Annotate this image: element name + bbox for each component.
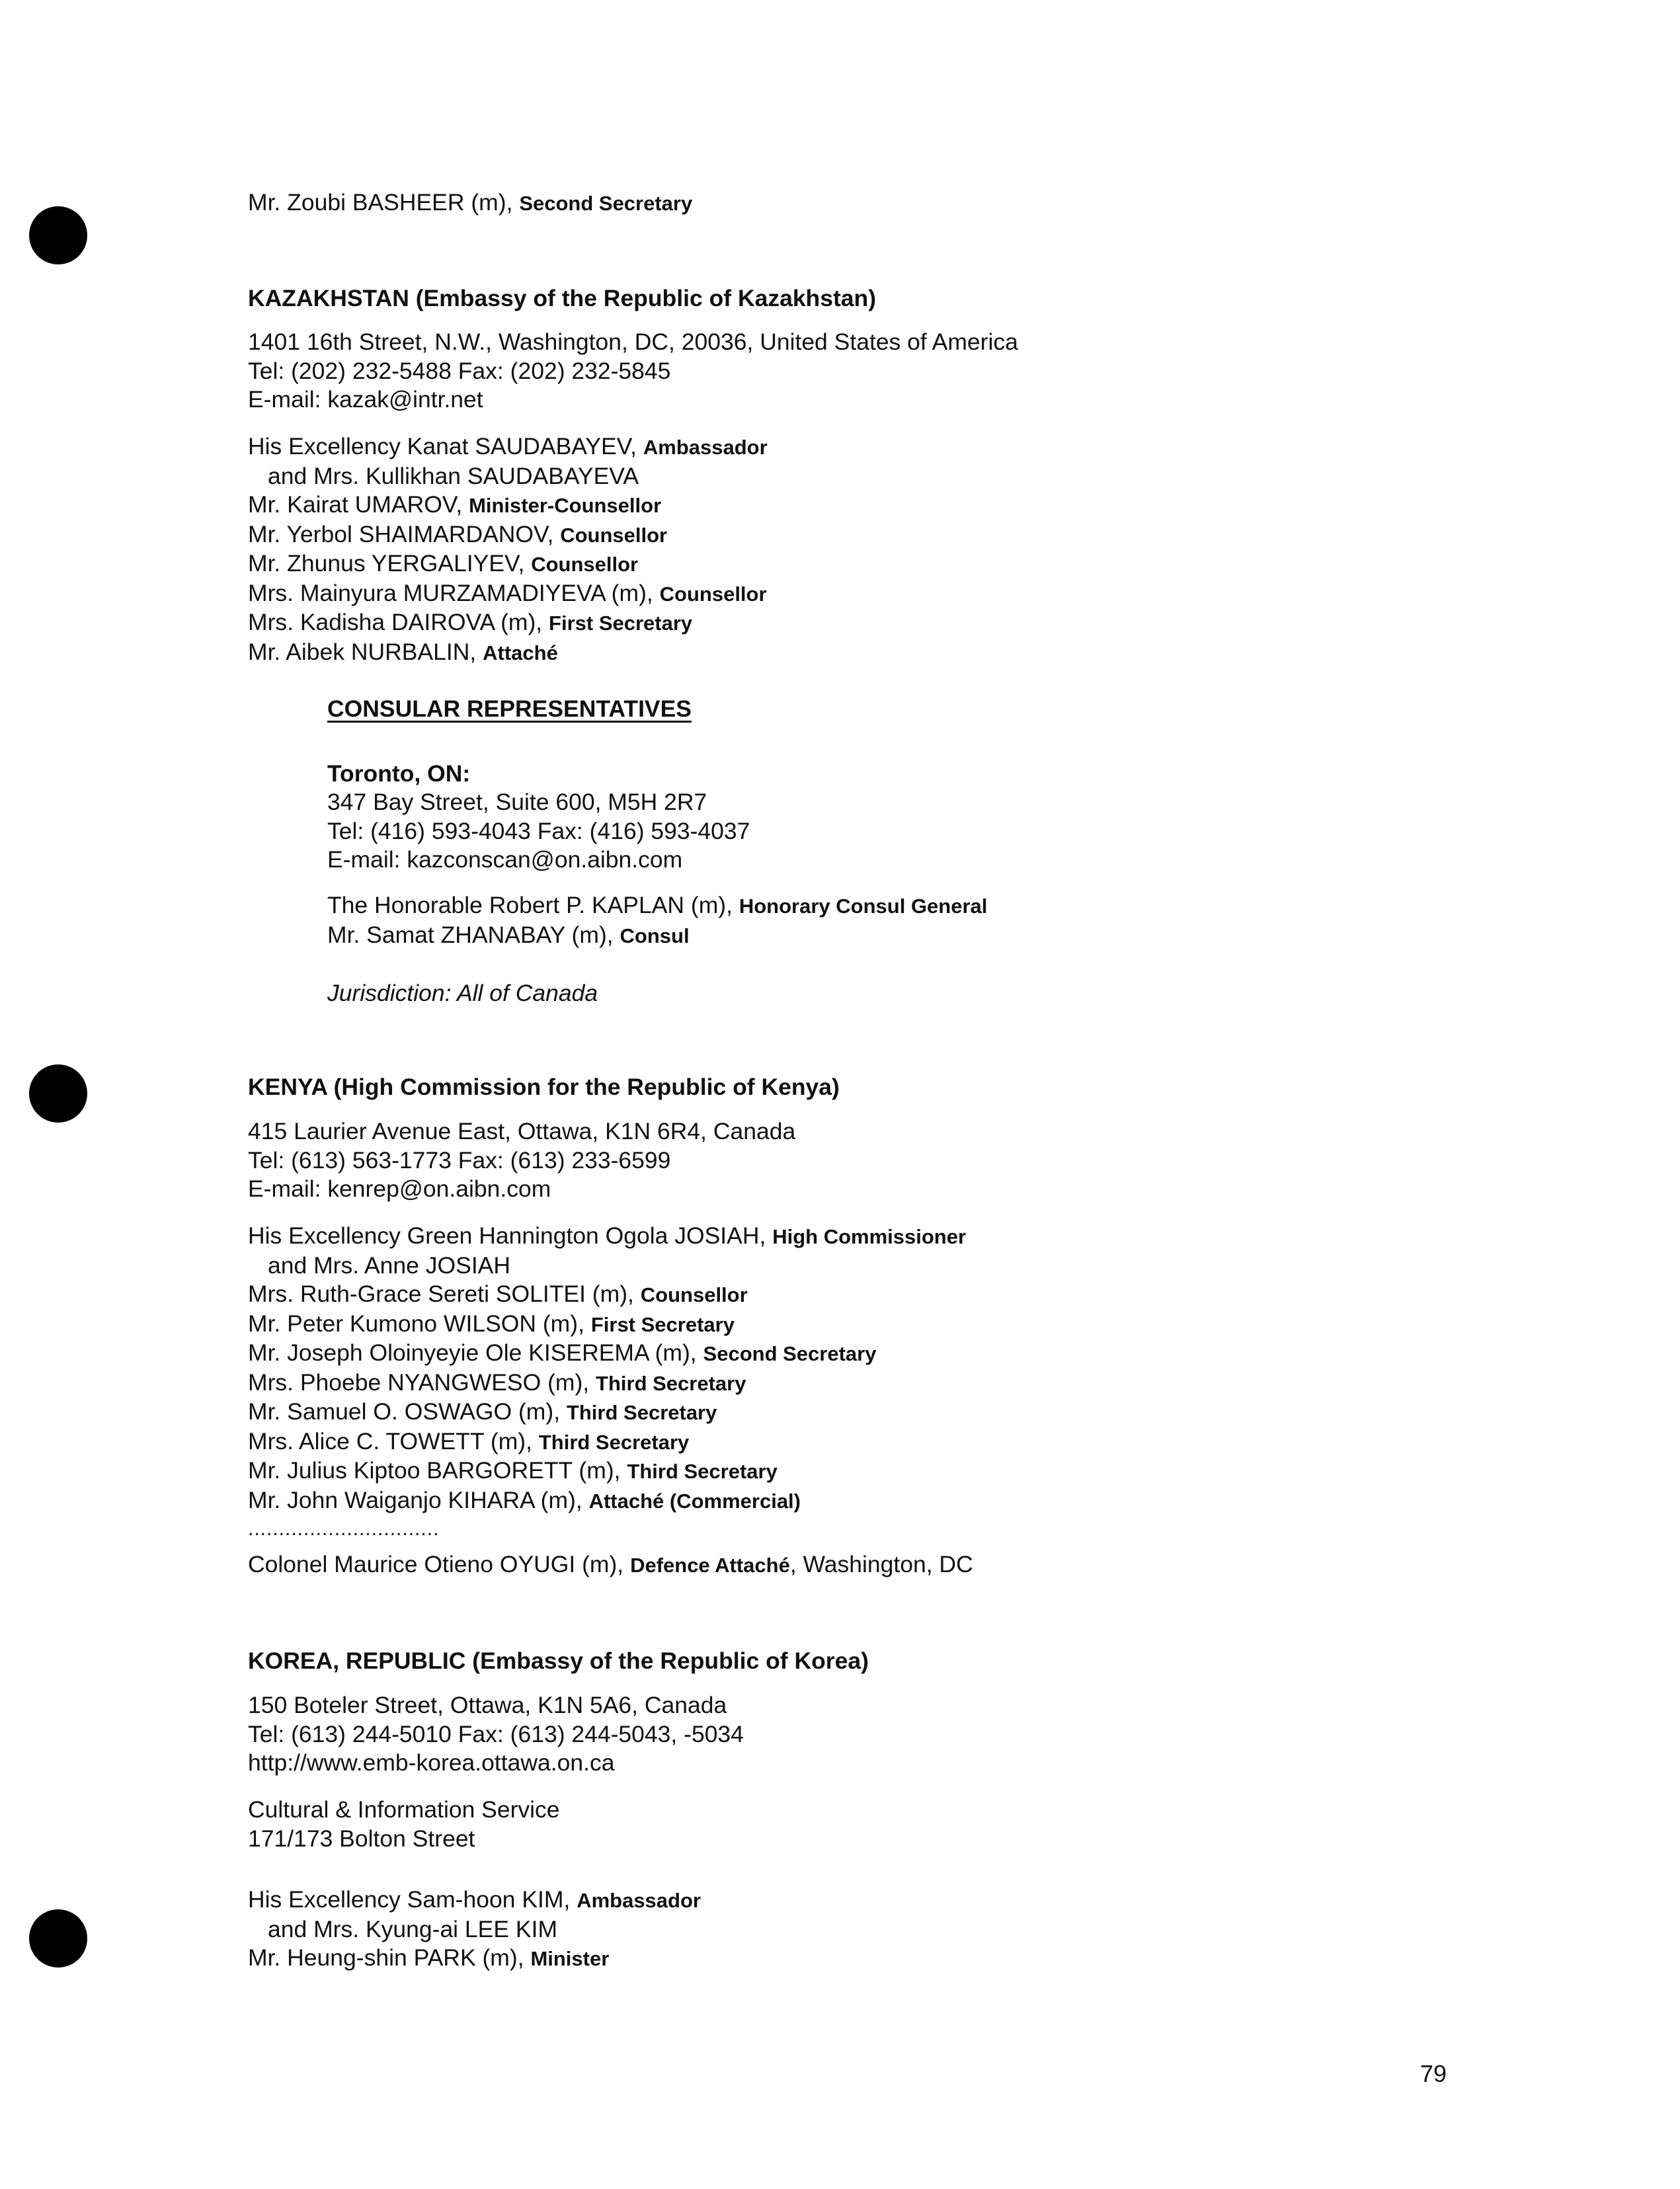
- website-line: http://www.emb-korea.ottawa.on.ca: [248, 1749, 615, 1776]
- spouse-line: [248, 1252, 966, 1281]
- staff-name: Mr. Zhunus YERGALIYEV,: [248, 550, 525, 577]
- staff-role: Third Secretary: [566, 1401, 717, 1424]
- address-line: 415 Laurier Avenue East, Ottawa, K1N 6R4, Canada: [248, 1118, 796, 1144]
- staff-role: Counsellor: [560, 523, 668, 547]
- address-line: 347 Bay Street, Suite 600, M5H 2R7: [327, 789, 707, 815]
- phone-line: Tel: (416) 593-4043 Fax: (416) 593-4037: [327, 817, 750, 844]
- staff-name: Mr. Joseph Oloinyeyie Ole KISEREMA (m),: [248, 1339, 697, 1366]
- staff-name: Mr. Peter Kumono WILSON (m),: [248, 1310, 584, 1337]
- staff-name: Mr. Zoubi BASHEER (m),: [248, 189, 513, 216]
- country-heading: KAZAKHSTAN (Embassy of the Republic of Kazakhstan): [248, 285, 877, 311]
- country-heading: KOREA, REPUBLIC (Embassy of the Republic of Korea): [248, 1648, 869, 1674]
- continuation-entry: [248, 188, 692, 218]
- staff-name: Mr. Kairat UMAROV,: [248, 491, 463, 518]
- staff-line: [248, 1222, 966, 1252]
- staff-role: Third Secretary: [627, 1460, 778, 1483]
- staff-line: [248, 1280, 966, 1310]
- consular-heading-block: [327, 694, 692, 723]
- staff-line: [248, 608, 768, 638]
- staff-name: Mr. Yerbol SHAIMARDANOV,: [248, 520, 554, 547]
- spouse-line: [248, 462, 768, 491]
- phone-line: Tel: (202) 232-5488 Fax: (202) 232-5845: [248, 357, 671, 384]
- korea-staff-list: [248, 1886, 701, 1973]
- staff-line: [248, 188, 692, 218]
- staff-name: Mrs. Kadisha DAIROVA (m),: [248, 609, 543, 635]
- staff-line: [248, 1339, 966, 1369]
- staff-name: His Excellency Green Hannington Ogola JOSIAH,: [248, 1222, 766, 1249]
- staff-name: Mr. Heung-shin PARK (m),: [248, 1944, 524, 1971]
- punch-hole: [29, 1909, 87, 1968]
- consular-staff-list: [327, 891, 987, 950]
- separator-block: [248, 1519, 439, 1539]
- staff-role: Defence Attaché: [630, 1554, 790, 1577]
- staff-role: Counsellor: [659, 582, 767, 606]
- consular-heading: CONSULAR REPRESENTATIVES: [327, 696, 692, 722]
- staff-name: Mrs. Ruth-Grace Sereti SOLITEI (m),: [248, 1281, 634, 1307]
- staff-role: Ambassador: [643, 436, 768, 459]
- consular-city: Toronto, ON:: [327, 760, 471, 787]
- defence-attache-block: [248, 1550, 973, 1580]
- kazakhstan-address: [248, 328, 1018, 415]
- email-line: E-mail: kazak@intr.net: [248, 386, 483, 413]
- staff-line: [248, 1369, 966, 1398]
- kazakhstan-heading-block: [248, 284, 876, 313]
- staff-role: First Secretary: [590, 1312, 735, 1336]
- staff-name: Mr. Samuel O. OSWAGO (m),: [248, 1398, 561, 1425]
- staff-name: The Honorable Robert P. KAPLAN (m),: [327, 892, 733, 918]
- staff-role: Ambassador: [577, 1889, 701, 1912]
- korea-heading-block: [248, 1646, 869, 1675]
- staff-line: [248, 491, 768, 520]
- staff-role: Attaché: [483, 641, 558, 664]
- staff-line: [248, 638, 768, 668]
- address-line: 171/173 Bolton Street: [248, 1825, 475, 1852]
- staff-name: Colonel Maurice Otieno OYUGI (m),: [248, 1551, 624, 1577]
- staff-line: [248, 1456, 966, 1486]
- staff-name: Mrs. Mainyura MURZAMADIYEVA (m),: [248, 579, 653, 606]
- staff-line: [248, 1427, 966, 1457]
- staff-location: , Washington, DC: [789, 1551, 973, 1577]
- page-number: 79: [1420, 2060, 1447, 2087]
- staff-name: and Mrs. Kyung-ai LEE KIM: [268, 1915, 558, 1942]
- staff-name: Mr. John Waiganjo KIHARA (m),: [248, 1486, 582, 1513]
- address-line: 150 Boteler Street, Ottawa, K1N 5A6, Canada: [248, 1692, 727, 1718]
- staff-name: Mrs. Alice C. TOWETT (m),: [248, 1427, 532, 1454]
- staff-role: Consul: [620, 924, 690, 947]
- staff-line: [248, 520, 768, 550]
- staff-line: [248, 1944, 701, 1973]
- staff-name: and Mrs. Anne JOSIAH: [268, 1252, 510, 1279]
- staff-line: [248, 1886, 701, 1915]
- phone-line: Tel: (613) 244-5010 Fax: (613) 244-5043, -5034: [248, 1720, 744, 1747]
- staff-name: Mr. Aibek NURBALIN,: [248, 638, 477, 665]
- address-line: 1401 16th Street, N.W., Washington, DC, 20036, United States of America: [248, 329, 1018, 355]
- staff-name: and Mrs. Kullikhan SAUDABAYEVA: [268, 462, 639, 489]
- punch-hole: [29, 1064, 87, 1123]
- jurisdiction-block: [327, 979, 598, 1008]
- phone-line: Tel: (613) 563-1773 Fax: (613) 233-6599: [248, 1146, 671, 1174]
- email-line: E-mail: kenrep@on.aibn.com: [248, 1175, 551, 1202]
- staff-role: High Commissioner: [772, 1225, 967, 1248]
- staff-name: Mrs. Phoebe NYANGWESO (m),: [248, 1369, 590, 1396]
- email-line: E-mail: kazconscan@on.aibn.com: [327, 846, 683, 873]
- staff-line: [248, 432, 768, 462]
- staff-name: Mr. Samat ZHANABAY (m),: [327, 921, 614, 948]
- country-heading: KENYA (High Commission for the Republic of Kenya): [248, 1074, 840, 1100]
- korea-cultural-service: [248, 1796, 560, 1853]
- staff-line: [248, 1398, 966, 1427]
- staff-role: Second Secretary: [519, 192, 693, 215]
- staff-name: His Excellency Kanat SAUDABAYEV,: [248, 433, 637, 459]
- kenya-address: [248, 1117, 795, 1204]
- staff-line: [248, 549, 768, 579]
- service-name: Cultural & Information Service: [248, 1796, 560, 1823]
- staff-role: Counsellor: [531, 553, 639, 576]
- staff-role: Honorary Consul General: [739, 895, 988, 918]
- staff-role: Counsellor: [640, 1283, 748, 1306]
- staff-role: Third Secretary: [596, 1371, 746, 1395]
- dotted-separator: ...............................: [248, 1518, 440, 1540]
- staff-name: Mr. Julius Kiptoo BARGORETT (m),: [248, 1457, 621, 1484]
- staff-line: [248, 579, 768, 609]
- jurisdiction-note: Jurisdiction: All of Canada: [327, 980, 598, 1006]
- staff-role: First Secretary: [549, 612, 693, 635]
- staff-line: [327, 891, 987, 921]
- staff-role: Third Secretary: [538, 1430, 690, 1454]
- staff-role: Minister-Counsellor: [469, 494, 662, 517]
- staff-role: Minister: [530, 1947, 610, 1970]
- kazakhstan-staff-list: [248, 432, 768, 667]
- kenya-heading-block: [248, 1072, 840, 1101]
- staff-role: Second Secretary: [703, 1342, 877, 1365]
- punch-hole: [29, 206, 87, 264]
- kenya-staff-list: [248, 1222, 966, 1515]
- staff-line: [248, 1486, 966, 1516]
- spouse-line: [248, 1915, 701, 1944]
- staff-name: His Excellency Sam-hoon KIM,: [248, 1886, 571, 1913]
- korea-address: [248, 1691, 744, 1778]
- staff-line: [248, 1550, 973, 1580]
- consular-office: [327, 759, 750, 875]
- staff-role: Attaché (Commercial): [588, 1489, 801, 1513]
- staff-line: [248, 1310, 966, 1339]
- staff-line: [327, 921, 987, 951]
